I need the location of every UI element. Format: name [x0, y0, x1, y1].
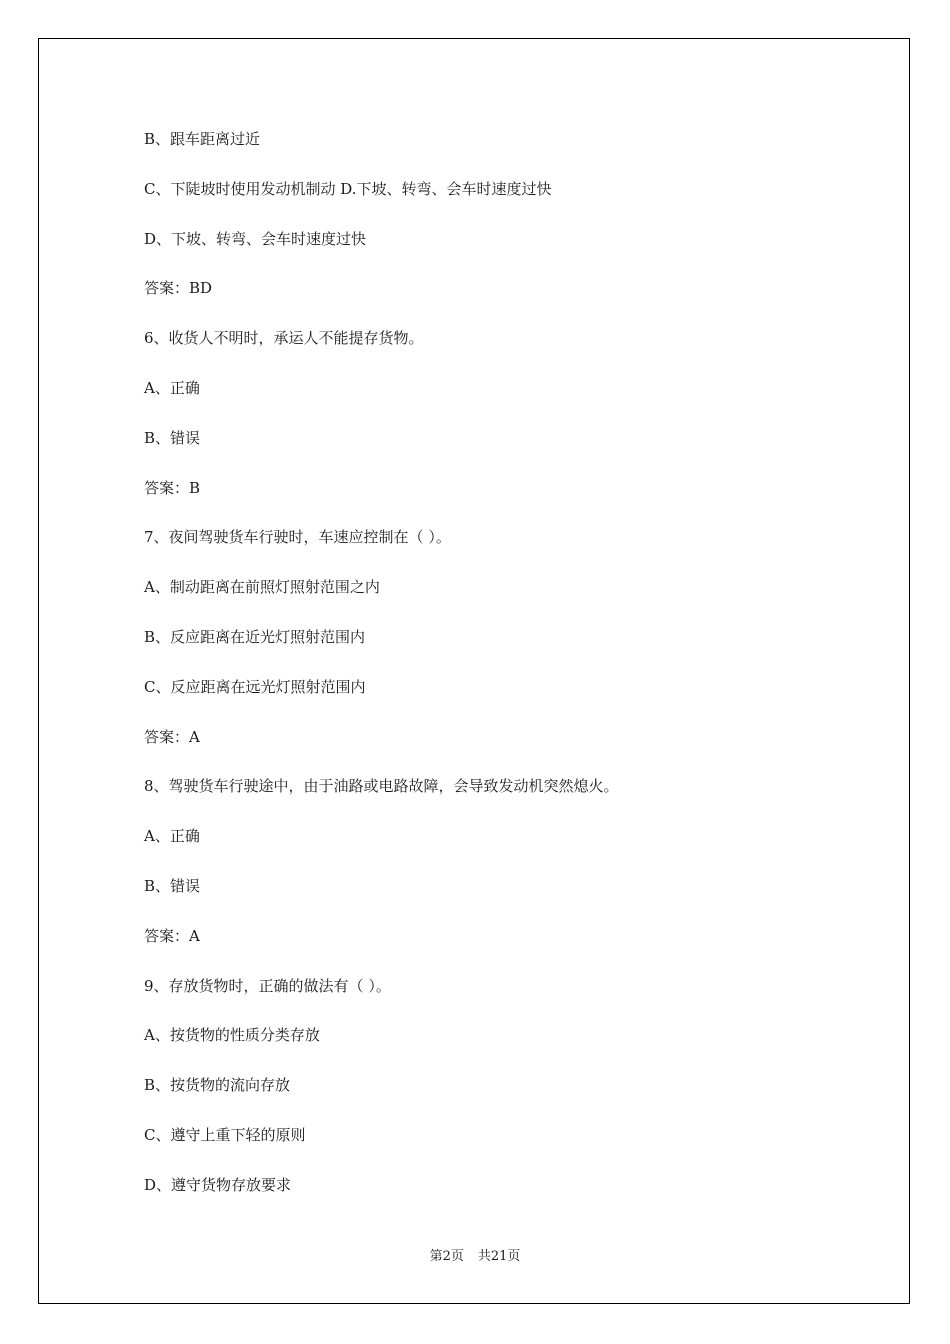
option-line: A、制动距离在前照灯照射范围之内 — [144, 578, 380, 597]
option-line: D、下坡、转弯、会车时速度过快 — [144, 229, 367, 248]
option-line: B、按货物的流向存放 — [144, 1076, 291, 1095]
page-number: 第2页 — [429, 1249, 464, 1264]
answer-line: 答案：A — [144, 926, 200, 945]
page-footer — [0, 1247, 950, 1267]
page-total: 共21页 — [477, 1249, 521, 1264]
option-line: B、反应距离在近光灯照射范围内 — [144, 627, 366, 646]
option-line: A、按货物的性质分类存放 — [144, 1026, 320, 1045]
option-line: C、反应距离在远光灯照射范围内 — [144, 677, 366, 696]
option-line: D、遵守货物存放要求 — [144, 1175, 292, 1194]
option-line: B、错误 — [144, 876, 201, 895]
question-line: 7、夜间驾驶货车行驶时，车速应控制在（ ）。 — [144, 528, 451, 547]
answer-line: 答案：A — [144, 727, 200, 746]
option-line: C、下陡坡时使用发动机制动 D.下坡、转弯、会车时速度过快 — [144, 179, 552, 198]
option-line: A、正确 — [144, 827, 200, 846]
question-line: 6、收货人不明时，承运人不能提存货物。 — [144, 329, 424, 348]
question-line: 9、存放货物时，正确的做法有（ ）。 — [144, 976, 391, 995]
answer-line: 答案：B — [144, 478, 201, 497]
question-line: 8、驾驶货车行驶途中，由于油路或电路故障，会导致发动机突然熄火。 — [144, 777, 619, 796]
option-line: C、遵守上重下轻的原则 — [144, 1125, 306, 1144]
answer-line: 答案：BD — [144, 279, 213, 298]
document-body — [144, 128, 864, 1224]
option-line: B、跟车距离过近 — [144, 130, 261, 148]
option-line: B、错误 — [144, 428, 201, 447]
option-line: A、正确 — [144, 378, 200, 397]
